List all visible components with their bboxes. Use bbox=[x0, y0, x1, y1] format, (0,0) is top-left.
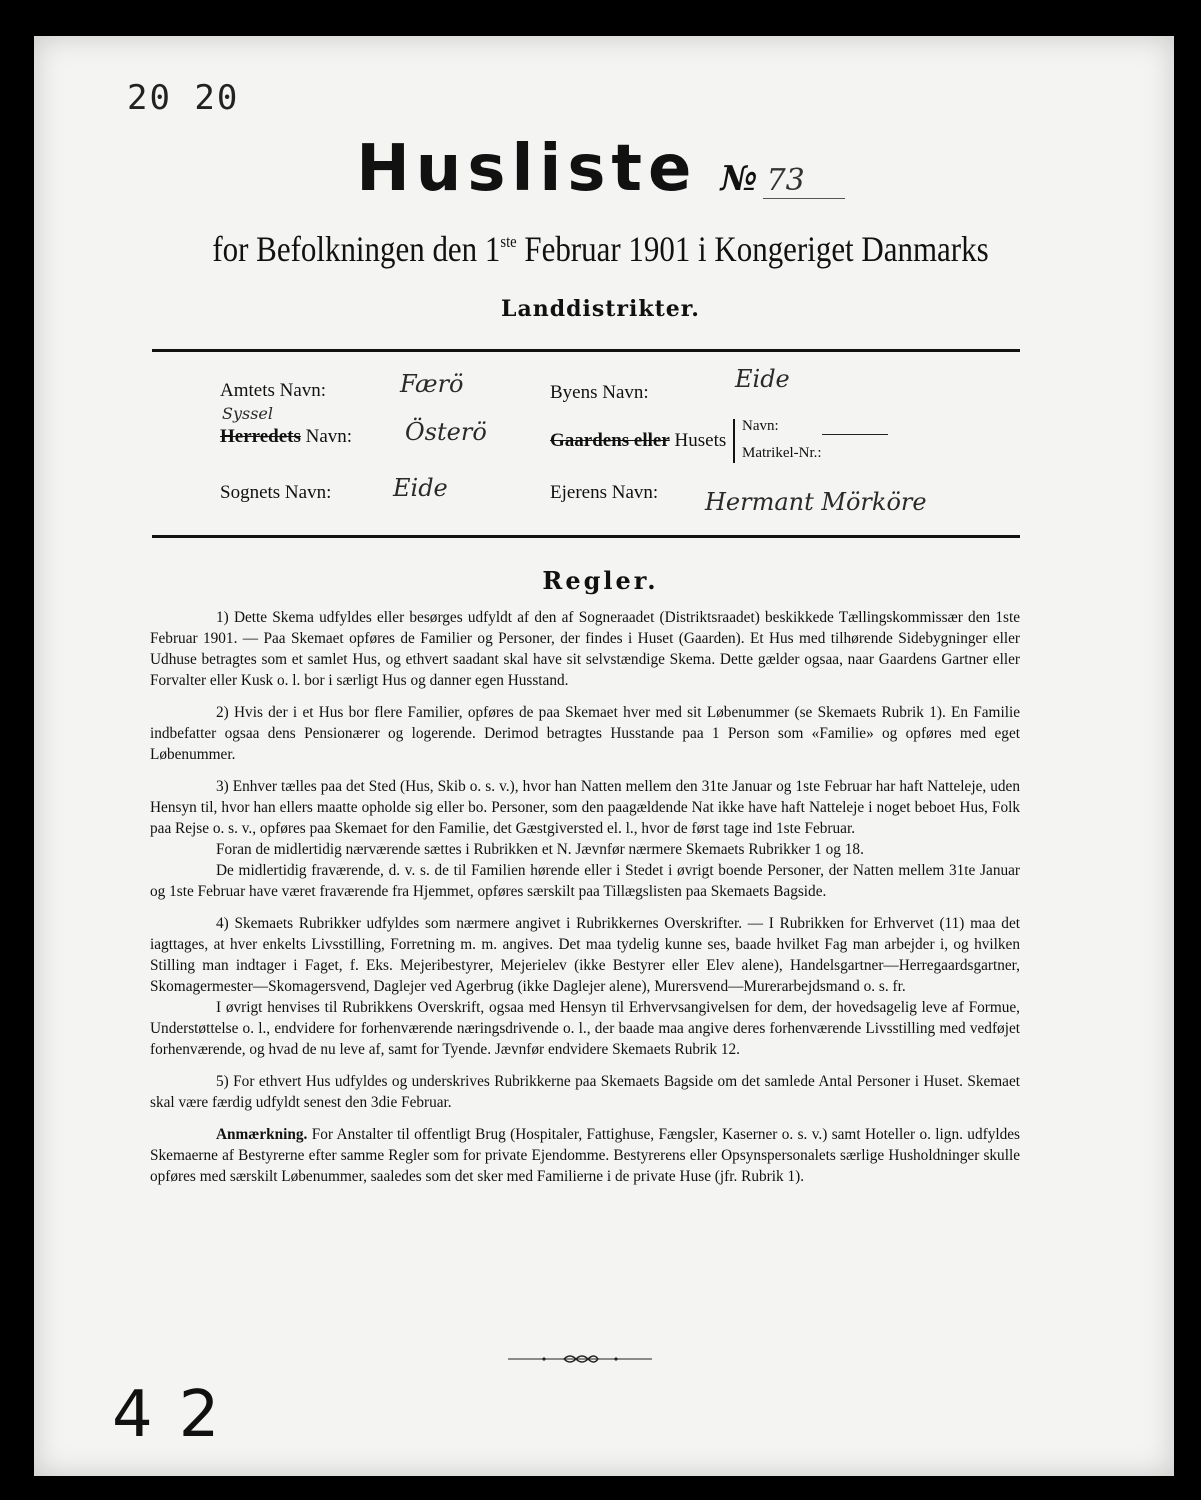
rule-paragraph-1: 1) Dette Skema udfyldes eller besørges udfyldt af den af Sogneraadet (Distriktsraadet) beskikkede Tællingskommissær den 1ste Februar 1901. — Paa Skemaet opføres de Familier og Personer, der findes i Huset (Gaarden). Et Hus med tilhørende Sidebygninger eller Udhuse betragtes som et samlet Hus, og ethvert saadant skal have sit selvstændige Skema. Dette gælder ogsaa, naar Gaardens Gartner eller Forvalter eller Kusk o. l. bor i særligt Hus og danner egen Husstand. bbox=[150, 609, 1020, 689]
subtitle-superscript: ste bbox=[500, 232, 517, 251]
gaard-struck-words: Gaardens eller bbox=[550, 430, 670, 451]
bottom-divider bbox=[152, 535, 1020, 538]
by-label: Byens Navn: bbox=[550, 382, 649, 403]
rule-paragraph-2: 2) Hvis der i et Hus bor flere Familier, opføres de paa Skemaet hver med sit Løbenummer (se Skemaets Rubrik 1). En Familie indbefatter ogsaa dens Pensionærer og logerende. Derimod betragtes Husstande paa 1 Person som «Familie» og opføres med eget Løbenummer. bbox=[150, 704, 1020, 763]
number-sign: № bbox=[720, 159, 758, 199]
ornament-divider-icon bbox=[508, 1352, 652, 1366]
sogn-label: Sognets Navn: bbox=[220, 482, 332, 503]
rules-body bbox=[150, 607, 1020, 1198]
sogn-value: Eide bbox=[393, 474, 448, 502]
list-number-handwritten: 73 bbox=[763, 163, 845, 199]
rule-paragraph-3: 3) Enhver tælles paa det Sted (Hus, Skib o. s. v.), hvor han Natten mellem den 31te Januar og 1ste Februar har haft Natteleje, uden Hensyn til, hvor han ellers maatte opholde sig eller bo. Personer, som den paagældende Nat ikke have haft Natteleje i noget beboet Hus, Folk paa Rejse o. s. v., opføres paa Skemaet for den Familie, det Gæstgiversted el. l., hvor de først tage ind 1ste Februar. bbox=[150, 778, 1020, 837]
herred-label: Navn: bbox=[300, 426, 353, 447]
subtitle-part-b: Februar 1901 i Kongeriget Danmarks bbox=[516, 229, 989, 269]
form-subtitle bbox=[84, 228, 1117, 270]
rules-heading: Regler. bbox=[542, 566, 659, 595]
ejer-label: Ejerens Navn: bbox=[550, 482, 659, 503]
pencil-page-number: 42 bbox=[112, 1378, 246, 1452]
by-value: Eide bbox=[735, 365, 790, 393]
rule-paragraph-3c: De midlertidig fraværende, d. v. s. de til Familien hørende eller i Stedet i øvrigt boende Personer, der Natten mellem 31te Januar og 1ste Februar have været fraværende fra Hjemmet, opføres særskilt paa Tillægslisten paa Skemaets Bagside. bbox=[150, 862, 1020, 900]
gaard-label: Husets bbox=[669, 430, 727, 451]
page-stamp-number: 20 20 bbox=[127, 78, 240, 118]
matrikel-label: Matrikel-Nr.: bbox=[742, 445, 822, 461]
house-name-label: Navn: bbox=[742, 418, 779, 434]
brace bbox=[733, 419, 735, 463]
gaard-label-line bbox=[550, 430, 726, 452]
rule-paragraph-5: 5) For ethvert Hus udfyldes og underskrives Rubrikkerne paa Skemaets Bagside om det samlede Antal Personer i Huset. Skemaet skal være færdig udfyldt senest den 3die Februar. bbox=[150, 1073, 1020, 1111]
rule-paragraph-4b: I øvrigt henvises til Rubrikkens Overskrift, ogsaa med Hensyn til Erhvervsangivelsen for dem, der hovedsagelig leve af Formue, Understøttelse o. l., endvidere for forhenværende næringsdrivende o. l., der baade maa angive deres forhenværende Livsstilling med vedføjet forhenværende, og hvad de nu leve af, samt for Tyende. Jævnfør endvidere Skemaets Rubrik 12. bbox=[150, 999, 1020, 1058]
herred-value: Österö bbox=[405, 418, 487, 446]
rule-paragraph-3b: Foran de midlertidig nærværende sættes i Rubrikken et N. Jævnfør nærmere Skemaets Rubrikker 1 og 18. bbox=[216, 841, 864, 858]
form-title bbox=[0, 132, 1201, 206]
house-name-blank bbox=[822, 434, 888, 435]
note-paragraph bbox=[150, 1124, 1020, 1187]
herred-inserted-word: Syssel bbox=[222, 404, 274, 423]
ejer-value: Hermant Mörköre bbox=[705, 488, 927, 516]
rule-paragraph-4: 4) Skemaets Rubrikker udfyldes som nærmere angivet i Rubrikkernes Overskrifter. — I Rubrikken for Erhvervet (11) maa det iagttages, at hver enkelts Livsstilling, Forretning m. m. angives. Det maa tydelig kunne ses, baade hvilket Fag man arbejder i, og hvilken Stilling man indtager i Faget, f. Eks. Mejeribestyrer, Mejerielev (ikke Bestyrer eller Elev alene), Handelsgartner—Herregaardsgartner, Skomagermester—Skomagersvend, Daglejer ved Agerbrug (ikke Daglejer alene), Murersvend—Murerarbejdsmand o. s. fr. bbox=[150, 915, 1020, 995]
form-district-type: Landdistrikter. bbox=[501, 296, 700, 322]
note-label: Anmærkning. bbox=[216, 1126, 308, 1143]
subtitle-part-a: for Befolkningen den 1 bbox=[212, 229, 501, 269]
note-text: For Anstalter til offentligt Brug (Hospitaler, Fattighuse, Fængsler, Kaserner o. s. v.) samt Hoteller o. lign. udfyldes Skemaerne af Bestyrerne efter samme Regler som for private Ejendomme. Bestyrerens eller Opsynspersonalets særlige Husholdninger skulle opføres med særskilt Løbenummer, saaledes som det sker med Familierne i de private Huse (jfr. Rubrik 1). bbox=[150, 1126, 1020, 1185]
title-word: Husliste bbox=[356, 132, 698, 206]
herred-label-line bbox=[220, 426, 352, 448]
amt-label: Amtets Navn: bbox=[220, 380, 327, 401]
amt-value: Færö bbox=[400, 370, 464, 398]
top-divider bbox=[152, 349, 1020, 352]
herred-struck-word: Herredets bbox=[220, 426, 301, 447]
